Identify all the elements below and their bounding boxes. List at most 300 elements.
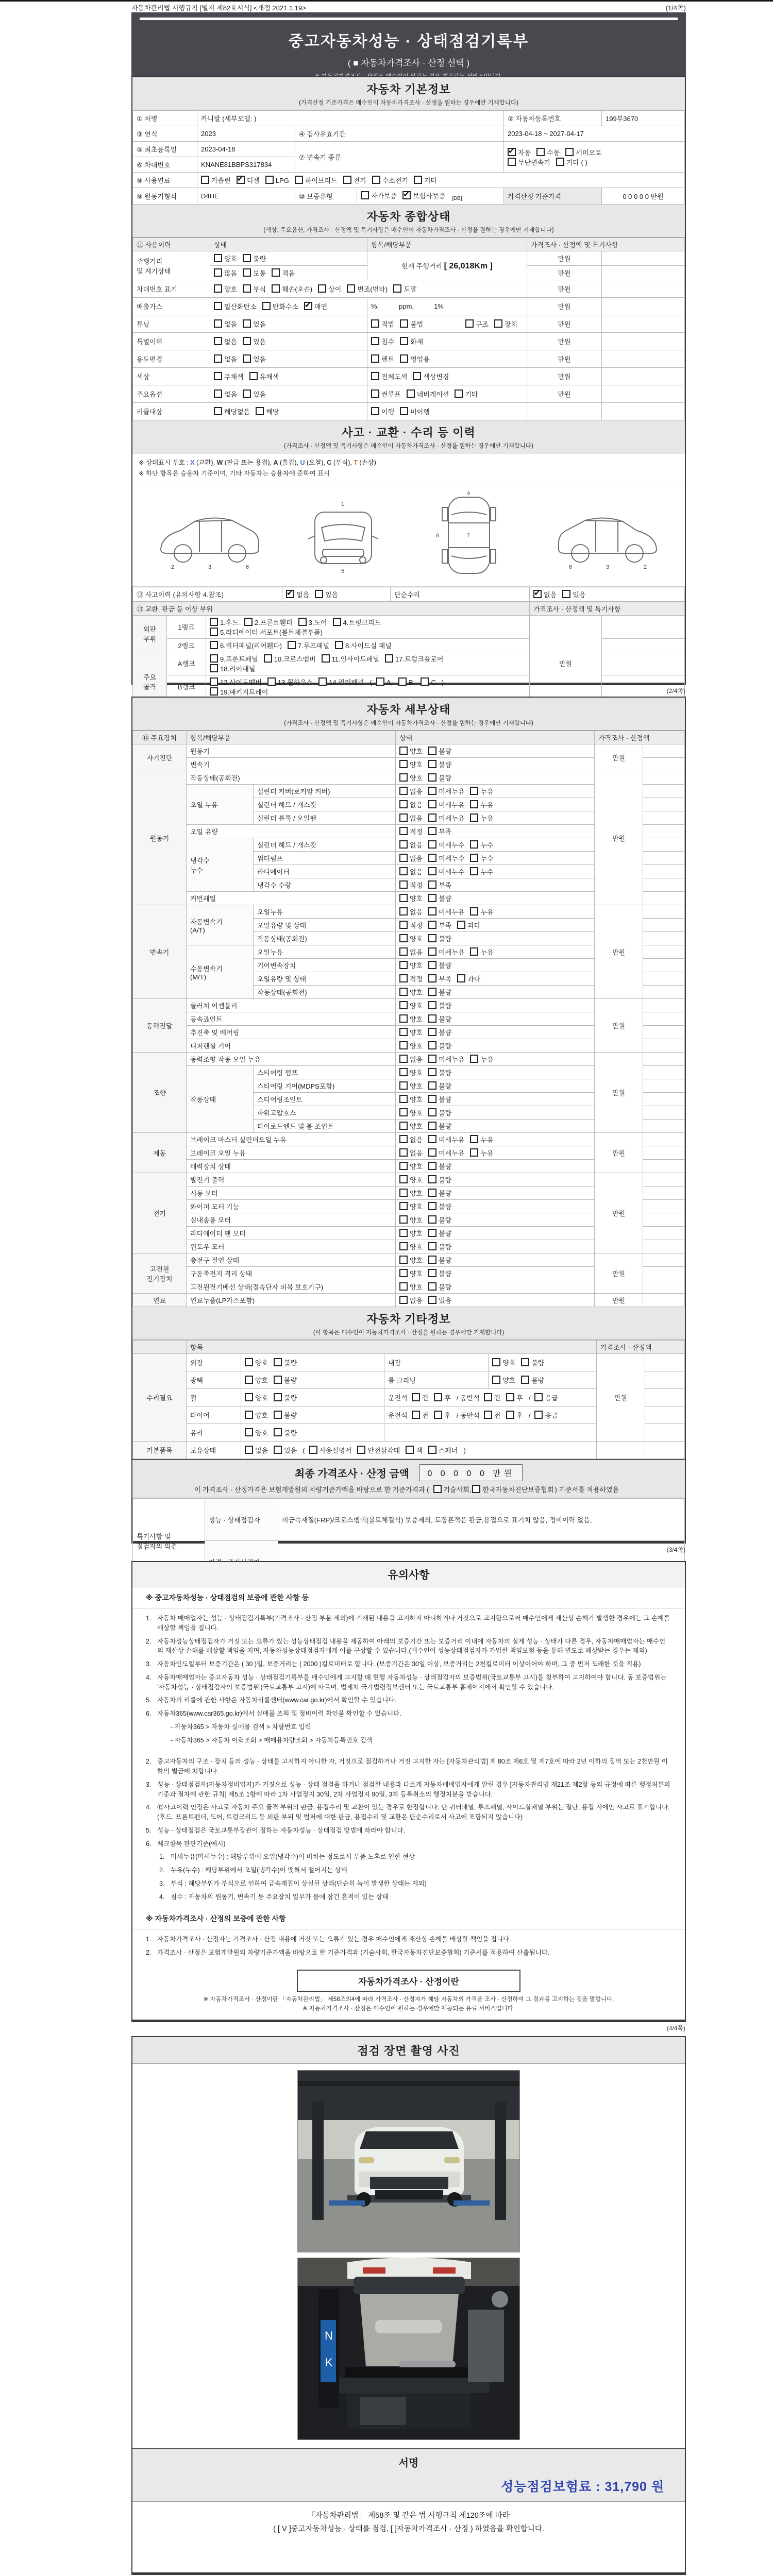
checkbox[interactable] bbox=[428, 747, 436, 755]
other-info-header bbox=[132, 1307, 685, 1340]
checkbox[interactable] bbox=[428, 1014, 436, 1023]
checkbox[interactable] bbox=[210, 654, 218, 663]
checkbox[interactable] bbox=[556, 158, 564, 166]
checkbox[interactable] bbox=[399, 880, 408, 889]
checkbox-label: 누유 bbox=[480, 908, 494, 916]
checkbox[interactable] bbox=[274, 1428, 282, 1436]
checkbox[interactable] bbox=[214, 319, 222, 328]
checkbox-option bbox=[399, 947, 423, 957]
checkbox[interactable] bbox=[399, 1014, 408, 1023]
device-price-cell: 만원 bbox=[595, 771, 643, 905]
exchange-price-header: 가격조사 · 산정액 및 특기사항 bbox=[530, 602, 685, 615]
checkbox-option bbox=[399, 987, 423, 997]
checkbox[interactable] bbox=[470, 787, 478, 795]
confirmation-line-1: 「자동차관리법」 제58조 및 같은 법 시행규칙 제120조에 따라 bbox=[308, 2512, 510, 2520]
checkbox[interactable] bbox=[318, 284, 326, 293]
checkbox-label: 불량 bbox=[439, 748, 452, 755]
checkbox[interactable] bbox=[399, 827, 408, 835]
checkbox[interactable] bbox=[428, 1189, 436, 1197]
checkbox[interactable] bbox=[399, 1282, 408, 1291]
checkbox[interactable] bbox=[412, 1411, 420, 1419]
checkbox[interactable] bbox=[399, 814, 408, 822]
checkbox[interactable] bbox=[506, 1393, 514, 1401]
checkbox[interactable] bbox=[428, 1256, 436, 1264]
checkbox[interactable] bbox=[506, 1411, 514, 1419]
checkbox[interactable] bbox=[399, 1028, 408, 1036]
checkbox[interactable] bbox=[214, 389, 222, 398]
checkbox-option bbox=[210, 654, 258, 664]
svg-text:N: N bbox=[325, 2329, 333, 2342]
checkbox[interactable] bbox=[237, 176, 245, 184]
checkbox[interactable] bbox=[470, 1055, 478, 1063]
checkbox[interactable] bbox=[214, 407, 222, 415]
checkbox[interactable] bbox=[399, 1269, 408, 1277]
checkbox-option bbox=[428, 893, 451, 903]
checkbox[interactable] bbox=[428, 1162, 436, 1170]
checkbox[interactable] bbox=[428, 1269, 436, 1277]
checkbox[interactable] bbox=[428, 1282, 436, 1291]
checkbox[interactable] bbox=[264, 654, 272, 663]
checkbox[interactable] bbox=[272, 268, 280, 277]
checkbox[interactable] bbox=[399, 1215, 408, 1224]
basic-info-table bbox=[132, 110, 685, 205]
checkbox[interactable] bbox=[399, 1296, 408, 1304]
svg-text:8: 8 bbox=[436, 532, 440, 539]
checkbox[interactable] bbox=[371, 337, 379, 345]
checkbox[interactable] bbox=[399, 1041, 408, 1049]
checkbox[interactable] bbox=[457, 974, 465, 982]
svg-text:K: K bbox=[325, 2356, 333, 2369]
checkbox[interactable] bbox=[399, 854, 408, 862]
checkbox-label: 있음 bbox=[439, 1297, 452, 1304]
checkbox[interactable] bbox=[470, 814, 478, 822]
signature-title: 서명 bbox=[398, 2458, 419, 2469]
checkbox-option bbox=[318, 677, 364, 687]
checkbox-label: 양호 bbox=[410, 1082, 423, 1090]
checkbox[interactable] bbox=[428, 921, 436, 929]
checkbox[interactable] bbox=[399, 800, 408, 808]
item-label: 타이로드엔드 및 볼 조인트 bbox=[254, 1120, 396, 1133]
checkbox[interactable] bbox=[492, 1358, 500, 1366]
checkbox[interactable] bbox=[470, 947, 478, 956]
state-options bbox=[396, 878, 595, 892]
checkbox[interactable] bbox=[565, 148, 574, 156]
checkbox[interactable] bbox=[428, 1175, 436, 1183]
checkbox-option bbox=[470, 1054, 493, 1064]
checkbox[interactable] bbox=[399, 787, 408, 795]
checkbox[interactable] bbox=[309, 1446, 317, 1454]
checkbox[interactable] bbox=[214, 254, 222, 262]
checkbox[interactable] bbox=[428, 1202, 436, 1210]
checkbox[interactable] bbox=[298, 618, 307, 626]
checkbox-label: 없음 bbox=[410, 868, 423, 876]
checkbox[interactable] bbox=[400, 407, 408, 415]
checkbox[interactable] bbox=[428, 894, 436, 902]
checkbox[interactable] bbox=[399, 1256, 408, 1264]
checkbox[interactable] bbox=[399, 1108, 408, 1116]
inline-text: ( bbox=[369, 678, 372, 686]
checkbox-label: 불량 bbox=[284, 1429, 297, 1437]
checkbox[interactable] bbox=[249, 372, 258, 380]
checkbox[interactable] bbox=[210, 664, 218, 672]
checkbox[interactable] bbox=[428, 800, 436, 808]
checkbox[interactable] bbox=[245, 1428, 253, 1436]
checkbox-label: 불량 bbox=[531, 1359, 545, 1367]
checkbox[interactable] bbox=[428, 947, 436, 956]
checkbox[interactable] bbox=[421, 677, 429, 686]
checkbox[interactable] bbox=[470, 907, 478, 916]
checkbox[interactable] bbox=[399, 1202, 408, 1210]
checkbox[interactable] bbox=[521, 1358, 529, 1366]
checkbox[interactable] bbox=[399, 1148, 408, 1157]
checkbox[interactable] bbox=[399, 1242, 408, 1250]
checkbox-option bbox=[465, 319, 489, 329]
checkbox[interactable] bbox=[428, 827, 436, 835]
checkbox[interactable] bbox=[286, 590, 294, 598]
checkbox[interactable] bbox=[371, 354, 379, 363]
checkbox[interactable] bbox=[470, 1135, 478, 1143]
checkbox[interactable] bbox=[428, 1108, 436, 1116]
checkbox[interactable] bbox=[244, 618, 253, 626]
checkbox[interactable] bbox=[428, 1215, 436, 1224]
state-options bbox=[396, 1227, 595, 1240]
checkbox[interactable] bbox=[274, 1446, 282, 1454]
checkbox[interactable] bbox=[214, 284, 222, 293]
rank-label: A랭크 bbox=[167, 652, 206, 675]
checkbox[interactable] bbox=[243, 284, 251, 293]
checkbox[interactable] bbox=[428, 934, 436, 942]
checkbox[interactable] bbox=[399, 1095, 408, 1103]
checkbox-option bbox=[399, 1295, 423, 1305]
checkbox[interactable] bbox=[399, 894, 408, 902]
checkbox-label: 양호 bbox=[410, 1230, 423, 1238]
checkbox[interactable] bbox=[210, 677, 218, 686]
checkbox[interactable] bbox=[470, 854, 478, 862]
checkbox[interactable] bbox=[210, 687, 218, 696]
detail-status-table bbox=[132, 731, 685, 1307]
checkbox[interactable] bbox=[399, 921, 408, 929]
checkbox[interactable] bbox=[428, 773, 436, 782]
checkbox[interactable] bbox=[428, 880, 436, 889]
checkbox[interactable] bbox=[372, 176, 380, 184]
checkbox[interactable] bbox=[428, 1081, 436, 1090]
checkbox[interactable] bbox=[243, 337, 251, 345]
checkbox[interactable] bbox=[534, 1393, 543, 1401]
checkbox[interactable] bbox=[357, 1446, 365, 1454]
other-col-price: 가격조사 · 산정액 bbox=[597, 1341, 685, 1354]
checkbox[interactable] bbox=[400, 337, 408, 345]
checkbox[interactable] bbox=[508, 148, 516, 156]
checkbox[interactable] bbox=[470, 867, 478, 875]
checkbox[interactable] bbox=[508, 158, 516, 166]
checkbox-option bbox=[399, 746, 423, 756]
checkbox[interactable] bbox=[245, 1376, 253, 1384]
checkbox[interactable] bbox=[333, 618, 341, 626]
checkbox-label: A, bbox=[386, 678, 393, 686]
checkbox[interactable] bbox=[428, 1122, 436, 1130]
checkbox[interactable] bbox=[385, 654, 393, 663]
checkbox-label: 양호 bbox=[255, 1394, 268, 1402]
reg-no-label: ② 자동차등록번호 bbox=[504, 111, 602, 126]
svg-text:2: 2 bbox=[644, 564, 647, 570]
checkbox[interactable] bbox=[295, 176, 303, 184]
checkbox[interactable] bbox=[243, 354, 251, 363]
checkbox[interactable] bbox=[562, 590, 570, 598]
checkbox-label: 수소전기 bbox=[382, 177, 408, 184]
checkbox[interactable] bbox=[521, 1376, 529, 1384]
checkbox-option bbox=[399, 1228, 423, 1238]
checkbox[interactable] bbox=[399, 1001, 408, 1009]
checkbox-label: 있음 bbox=[284, 1447, 297, 1454]
checkbox-option bbox=[272, 268, 295, 278]
checkbox[interactable] bbox=[399, 934, 408, 942]
checkbox[interactable] bbox=[201, 176, 209, 184]
checkbox[interactable] bbox=[399, 1135, 408, 1143]
checkbox[interactable] bbox=[304, 302, 312, 310]
checkbox[interactable] bbox=[399, 947, 408, 956]
checkbox[interactable] bbox=[347, 284, 355, 293]
checkbox[interactable] bbox=[406, 1446, 414, 1454]
checkbox[interactable] bbox=[399, 961, 408, 969]
checkbox[interactable] bbox=[399, 1175, 408, 1183]
checkbox[interactable] bbox=[428, 840, 436, 849]
checkbox[interactable] bbox=[214, 354, 222, 363]
checkbox[interactable] bbox=[428, 1001, 436, 1009]
checkbox[interactable] bbox=[243, 254, 251, 262]
checkbox[interactable] bbox=[399, 1055, 408, 1063]
checkbox-option bbox=[407, 389, 449, 399]
checkbox[interactable] bbox=[243, 319, 251, 328]
checkbox[interactable] bbox=[433, 1485, 442, 1493]
svg-text:6: 6 bbox=[569, 564, 573, 570]
checkbox[interactable] bbox=[428, 1242, 436, 1250]
checkbox[interactable] bbox=[428, 1148, 436, 1157]
checkbox-option bbox=[399, 1108, 423, 1117]
checkbox[interactable] bbox=[256, 407, 264, 415]
checkbox[interactable] bbox=[335, 641, 343, 649]
checkbox[interactable] bbox=[399, 773, 408, 782]
checkbox[interactable] bbox=[322, 654, 330, 663]
checkbox[interactable] bbox=[214, 337, 222, 345]
checkbox-option bbox=[484, 1410, 501, 1420]
checkbox[interactable] bbox=[494, 319, 502, 328]
checkbox-option bbox=[428, 1054, 464, 1064]
basic-table bbox=[132, 110, 685, 205]
checkbox[interactable] bbox=[428, 760, 436, 768]
checkbox-label: 기타 bbox=[424, 177, 438, 184]
checkbox[interactable] bbox=[428, 988, 436, 996]
checkbox-label: 불량 bbox=[253, 255, 266, 263]
checkbox[interactable] bbox=[533, 590, 542, 598]
checkbox[interactable] bbox=[428, 1446, 436, 1454]
detail-status-header bbox=[132, 698, 685, 731]
checkbox[interactable] bbox=[428, 1028, 436, 1036]
checkbox-label: 불량 bbox=[439, 1015, 452, 1023]
checkbox[interactable] bbox=[274, 1411, 282, 1419]
checkbox[interactable] bbox=[318, 677, 327, 686]
checkbox[interactable] bbox=[536, 148, 545, 156]
car-name-value: 카니발 (세부모델: ) bbox=[197, 111, 504, 126]
checkbox[interactable] bbox=[399, 907, 408, 916]
checkbox[interactable] bbox=[428, 1041, 436, 1049]
checkbox[interactable] bbox=[399, 1189, 408, 1197]
checkbox[interactable] bbox=[472, 1485, 480, 1493]
checkbox[interactable] bbox=[428, 867, 436, 875]
state-options bbox=[396, 1093, 595, 1106]
checkbox[interactable] bbox=[399, 1081, 408, 1090]
checkbox[interactable] bbox=[407, 389, 415, 398]
checkbox[interactable] bbox=[371, 407, 379, 415]
blank-cell bbox=[643, 1253, 685, 1267]
state-options bbox=[396, 1240, 595, 1253]
checkbox[interactable] bbox=[413, 372, 421, 380]
row-state-options bbox=[210, 350, 367, 368]
checkbox[interactable] bbox=[274, 1358, 282, 1366]
checkbox[interactable] bbox=[428, 814, 436, 822]
photo-section-title: 점검 장면 촬영 사진 bbox=[357, 2044, 460, 2057]
checkbox[interactable] bbox=[428, 1296, 436, 1304]
year-value: 2023 bbox=[197, 126, 295, 142]
checkbox[interactable] bbox=[265, 176, 274, 184]
checkbox[interactable] bbox=[428, 907, 436, 916]
checkbox[interactable] bbox=[470, 840, 478, 849]
item-label: 시동 모터 bbox=[187, 1187, 396, 1200]
checkbox[interactable] bbox=[267, 677, 276, 686]
checkbox[interactable] bbox=[455, 389, 463, 398]
checkbox-label: 안전삼각대 bbox=[367, 1447, 400, 1454]
checkbox[interactable] bbox=[243, 268, 251, 277]
checkbox-option bbox=[428, 1134, 464, 1144]
checkbox-label: 양호 bbox=[410, 1029, 423, 1037]
checkbox[interactable] bbox=[315, 590, 323, 598]
checkbox[interactable] bbox=[412, 1393, 420, 1401]
item-label: 연료누출(LP가스포함) bbox=[187, 1294, 396, 1307]
checkbox[interactable] bbox=[399, 840, 408, 849]
checkbox[interactable] bbox=[288, 641, 296, 649]
checkbox[interactable] bbox=[428, 854, 436, 862]
state-options bbox=[396, 905, 595, 919]
checkbox[interactable] bbox=[402, 191, 411, 199]
checkbox-option bbox=[262, 301, 298, 311]
checkbox-option bbox=[428, 1081, 451, 1091]
checkbox[interactable] bbox=[361, 191, 369, 199]
state-options bbox=[396, 771, 595, 785]
checkbox-label: 불량 bbox=[439, 1270, 452, 1278]
checkbox-option bbox=[421, 677, 435, 686]
repair-item-options bbox=[489, 1371, 597, 1389]
checkbox[interactable] bbox=[428, 1068, 436, 1076]
checkbox[interactable] bbox=[245, 1411, 253, 1419]
checkbox-option bbox=[210, 640, 282, 650]
checkbox[interactable] bbox=[399, 974, 408, 982]
checkbox[interactable] bbox=[457, 921, 465, 929]
checkbox[interactable] bbox=[214, 302, 222, 310]
state-options bbox=[396, 1253, 595, 1267]
checkbox[interactable] bbox=[245, 1358, 253, 1366]
checkbox[interactable] bbox=[399, 1229, 408, 1237]
checkbox[interactable] bbox=[400, 354, 408, 363]
checkbox[interactable] bbox=[371, 389, 379, 398]
checkbox[interactable] bbox=[470, 800, 478, 808]
checkbox[interactable] bbox=[399, 988, 408, 996]
checkbox-label: 누유 bbox=[480, 801, 494, 809]
state-options bbox=[396, 838, 595, 852]
checkbox[interactable] bbox=[470, 1148, 478, 1157]
checkbox[interactable] bbox=[465, 319, 474, 328]
checkbox[interactable] bbox=[534, 1411, 543, 1419]
checkbox[interactable] bbox=[274, 1393, 282, 1401]
checkbox[interactable] bbox=[210, 618, 218, 626]
checkbox[interactable] bbox=[245, 1446, 253, 1454]
checkbox-option bbox=[274, 1428, 297, 1437]
checkbox[interactable] bbox=[243, 389, 251, 398]
final-price-value: 0 0 0 0 0 만원 bbox=[419, 1464, 523, 1481]
checkbox[interactable] bbox=[371, 319, 379, 328]
checkbox[interactable] bbox=[399, 760, 408, 768]
item-label: 오일유량 및 상태 bbox=[254, 919, 396, 932]
checkbox[interactable] bbox=[214, 372, 222, 380]
item-label: 고전원전기배선 상태(접속단자 피복 보호기구) bbox=[187, 1280, 396, 1294]
checkbox-label: 없음 bbox=[410, 1136, 423, 1144]
checkbox-option bbox=[237, 175, 260, 185]
checkbox[interactable] bbox=[272, 284, 280, 293]
checkbox[interactable] bbox=[414, 176, 422, 184]
checkbox[interactable] bbox=[393, 284, 401, 293]
checkbox[interactable] bbox=[245, 1393, 253, 1401]
checkbox[interactable] bbox=[484, 1393, 492, 1401]
blank-cell bbox=[602, 385, 685, 403]
checkbox[interactable] bbox=[428, 961, 436, 969]
checkbox[interactable] bbox=[400, 319, 408, 328]
checkbox-option bbox=[243, 389, 266, 399]
checkbox[interactable] bbox=[428, 1095, 436, 1103]
checkbox[interactable] bbox=[434, 1393, 442, 1401]
checkbox[interactable] bbox=[210, 628, 218, 636]
checkbox[interactable] bbox=[274, 1376, 282, 1384]
checkbox[interactable] bbox=[343, 176, 351, 184]
checkbox[interactable] bbox=[428, 1229, 436, 1237]
checkbox[interactable] bbox=[399, 747, 408, 755]
checkbox-label: 미세누유 bbox=[439, 1056, 465, 1063]
checkbox-option bbox=[428, 1242, 451, 1251]
checkbox[interactable] bbox=[399, 1068, 408, 1076]
item-label: 실린더 헤드 / 개스킷 bbox=[254, 798, 396, 811]
item-label: 클러치 어셈블리 bbox=[187, 999, 396, 1012]
checkbox-option bbox=[245, 1428, 268, 1437]
checkbox[interactable] bbox=[399, 1122, 408, 1130]
rank-label: B랭크 bbox=[167, 675, 206, 698]
checkbox[interactable] bbox=[428, 1055, 436, 1063]
checkbox[interactable] bbox=[492, 1376, 500, 1384]
checkbox[interactable] bbox=[399, 867, 408, 875]
checkbox[interactable] bbox=[262, 302, 271, 310]
checkbox[interactable] bbox=[428, 974, 436, 982]
checkbox-label: 9.프론트패널 bbox=[220, 655, 258, 663]
checkbox[interactable] bbox=[376, 677, 384, 686]
checkbox[interactable] bbox=[434, 1411, 442, 1419]
checkbox-label: 세미오토 bbox=[576, 148, 602, 157]
checkbox[interactable] bbox=[210, 641, 218, 649]
checkbox[interactable] bbox=[398, 677, 407, 686]
checkbox[interactable] bbox=[214, 268, 222, 277]
checkbox[interactable] bbox=[371, 372, 379, 380]
checkbox[interactable] bbox=[484, 1411, 492, 1419]
checkbox-label: 누유 bbox=[480, 788, 494, 795]
checkbox-option bbox=[399, 759, 423, 769]
checkbox[interactable] bbox=[399, 1162, 408, 1170]
checkbox[interactable] bbox=[428, 787, 436, 795]
checkbox[interactable] bbox=[428, 1135, 436, 1143]
